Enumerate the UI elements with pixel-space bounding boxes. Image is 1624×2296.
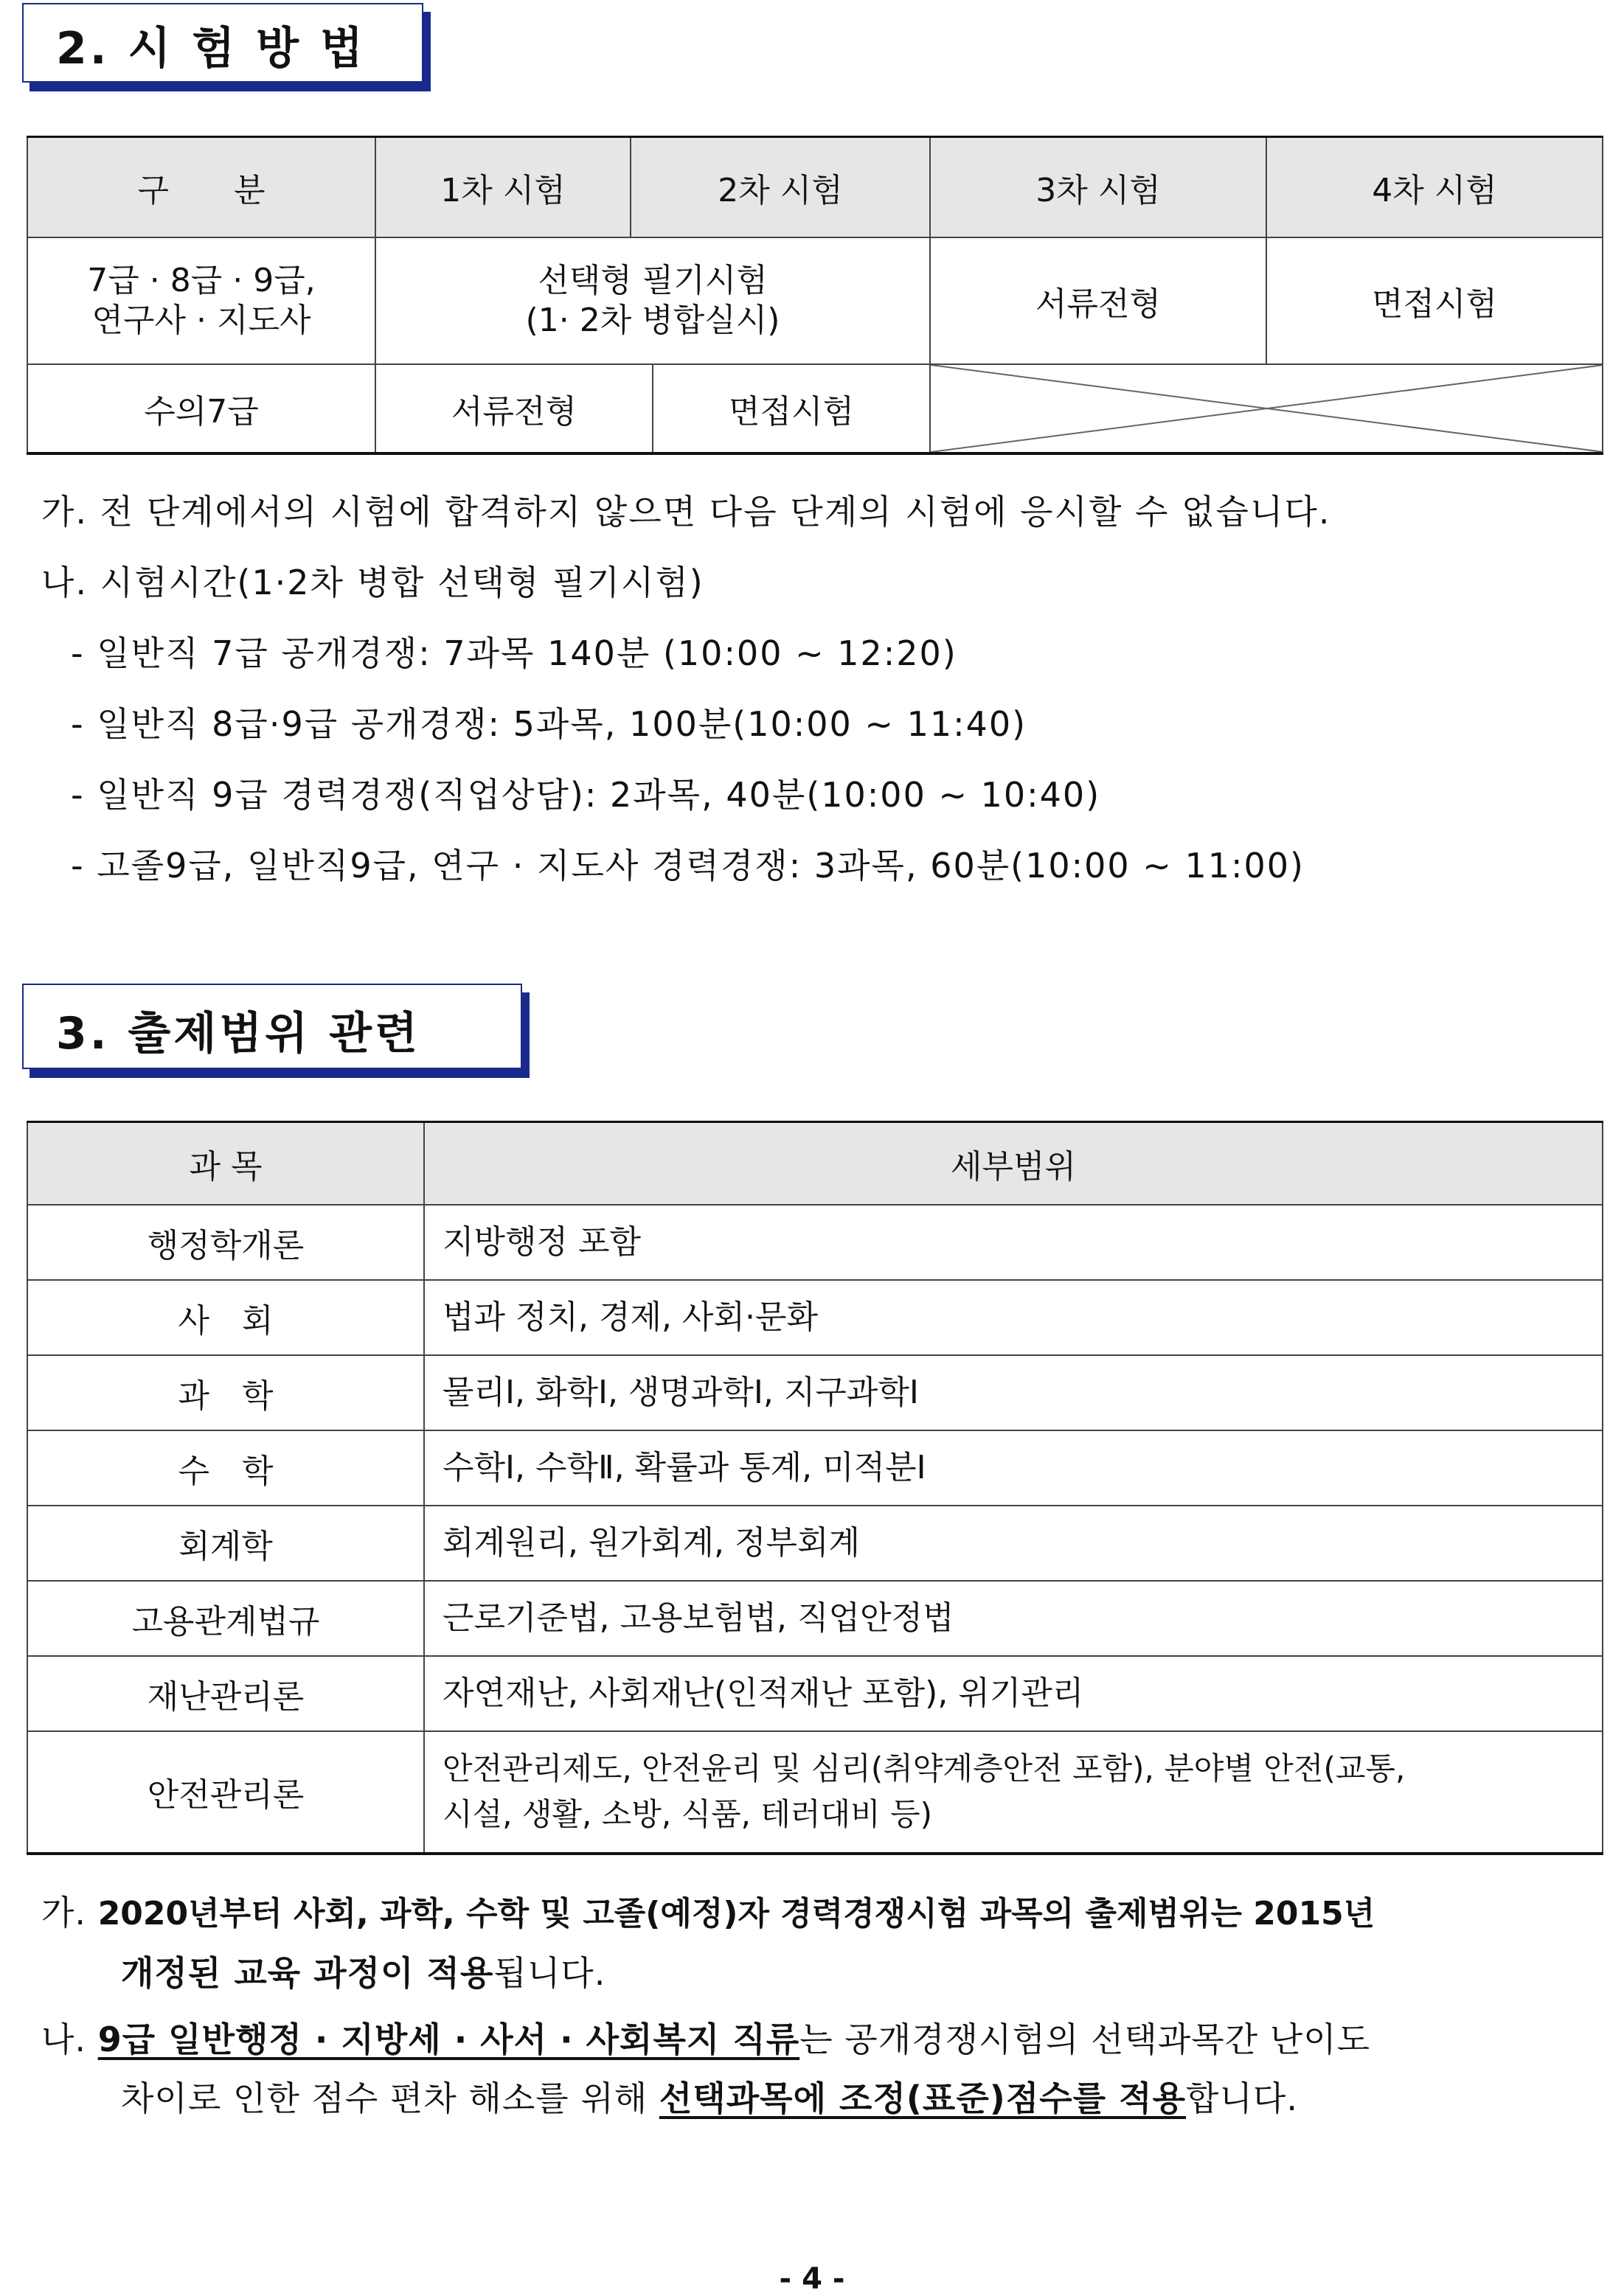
stage2-cell: 면접시험 <box>653 364 930 453</box>
written-line: (1· 2차 병합실시) <box>525 301 780 339</box>
header-detail: 세부범위 <box>424 1122 1603 1205</box>
table-row <box>27 1280 1603 1355</box>
exam-scope-table <box>27 1121 1603 1855</box>
section-2-heading <box>22 3 423 83</box>
table-row <box>27 1430 1603 1506</box>
note-a <box>41 1883 1605 2003</box>
note-a-bold-line2: 개정된 교육 과정이 적용 <box>121 1953 494 1993</box>
detail-line: 시설, 생활, 소방, 식품, 테러대비 등) <box>443 1796 932 1832</box>
header-subject: 과 목 <box>27 1122 424 1205</box>
table-header-row <box>27 1122 1603 1205</box>
note-line: - 일반직 7급 공개경쟁: 7과목 140분 (10:00 ~ 12:20) <box>71 633 957 673</box>
note-line: - 일반직 9급 경력경쟁(직업상담): 2과목, 40분(10:00 ~ 10:40) <box>71 775 1101 815</box>
header-stage4: 4차 시험 <box>1266 137 1603 237</box>
subject-cell: 사 회 <box>27 1280 424 1355</box>
table-header-row <box>27 137 1603 237</box>
detail-line: 안전관리제도, 안전윤리 및 심리(취약계층안전 포함), 분야별 안전(교통, <box>443 1750 1406 1787</box>
header-stage3: 3차 시험 <box>930 137 1266 237</box>
detail-cell: 회계원리, 원가회계, 정부회계 <box>424 1506 1603 1581</box>
table-row <box>27 1506 1603 1581</box>
table-row <box>27 364 1603 453</box>
written-line: 선택형 필기시험 <box>538 261 768 299</box>
note-line: - 일반직 8급·9급 공개경쟁: 5과목, 100분(10:00 ~ 11:40) <box>71 704 1027 744</box>
table-row <box>27 237 1603 364</box>
note-b <box>41 2010 1605 2128</box>
subject-cell: 재난관리론 <box>27 1656 424 1731</box>
detail-cell <box>424 1731 1603 1854</box>
table-row <box>27 1731 1603 1854</box>
subject-cell: 수 학 <box>27 1430 424 1506</box>
subject-cell: 과 학 <box>27 1355 424 1430</box>
header-stage2: 2차 시험 <box>631 137 930 237</box>
category-line: 연구사 · 지도사 <box>91 301 311 339</box>
detail-cell: 자연재난, 사회재난(인적재난 포함), 위기관리 <box>424 1656 1603 1731</box>
note-line: 나. 시험시간(1·2차 병합 선택형 필기시험) <box>41 563 704 602</box>
note-line: 가. 전 단계에서의 시험에 합격하지 않으면 다음 단계의 시험에 응시할 수 없습니다. <box>41 492 1331 532</box>
detail-cell: 법과 정치, 경제, 사회·문화 <box>424 1280 1603 1355</box>
empty-crossed-cell <box>930 364 1603 453</box>
note-b-prefix: 나. <box>41 2020 98 2059</box>
subject-cell: 고용관계법규 <box>27 1581 424 1656</box>
stage4-cell: 면접시험 <box>1266 237 1603 364</box>
note-b-text2: 차이로 인한 점수 편차 해소를 위해 <box>121 2078 659 2118</box>
stage3-cell: 서류전형 <box>930 237 1266 364</box>
note-b-underlined: 9급 일반행정 · 지방세 · 사서 · 사회복지 직류 <box>97 2020 800 2059</box>
section-2-title: 2. 시 험 방 법 <box>56 23 366 74</box>
note-b-text1: 는 공개경쟁시험의 선택과목간 난이도 <box>799 2020 1371 2059</box>
table-row <box>27 1355 1603 1430</box>
written-exam-cell <box>375 237 930 364</box>
header-category: 구 분 <box>27 137 375 237</box>
detail-cell: 수학Ⅰ, 수학Ⅱ, 확률과 통계, 미적분Ⅰ <box>424 1430 1603 1506</box>
category-cell <box>27 237 375 364</box>
diagonal-cross <box>931 365 1603 452</box>
note-a-suffix: 됩니다. <box>493 1953 606 1993</box>
subject-cell: 안전관리론 <box>27 1731 424 1854</box>
table-row <box>27 1656 1603 1731</box>
category-cell: 수의7급 <box>27 364 375 453</box>
subject-cell: 회계학 <box>27 1506 424 1581</box>
section-3-title: 3. 출제범위 관련 <box>56 1008 421 1060</box>
category-line: 7급 · 8급 · 9급, <box>87 261 316 299</box>
note-a-prefix: 가. <box>41 1893 98 1933</box>
note-line: - 고졸9급, 일반직9급, 연구 · 지도사 경력경쟁: 3과목, 60분(10:00 ~ 11:00) <box>71 846 1305 886</box>
page-number: - 4 - <box>779 2262 845 2296</box>
stage1-cell: 서류전형 <box>375 364 653 453</box>
exam-method-table <box>27 136 1603 455</box>
subject-cell: 행정학개론 <box>27 1205 424 1280</box>
detail-cell: 물리Ⅰ, 화학Ⅰ, 생명과학Ⅰ, 지구과학Ⅰ <box>424 1355 1603 1430</box>
detail-cell: 근로기준법, 고용보험법, 직업안정법 <box>424 1581 1603 1656</box>
header-stage1: 1차 시험 <box>375 137 631 237</box>
note-a-bold-line1: 2020년부터 사회, 과학, 수학 및 고졸(예정)자 경력경쟁시험 과목의 출제범위는 2015년 <box>97 1895 1375 1933</box>
note-b-text3: 합니다. <box>1186 2078 1298 2118</box>
table-row <box>27 1205 1603 1280</box>
detail-cell: 지방행정 포함 <box>424 1205 1603 1280</box>
table-row <box>27 1581 1603 1656</box>
note-b-underlined2: 선택과목에 조정(표준)점수를 적용 <box>659 2078 1187 2118</box>
section-3-heading <box>22 984 522 1069</box>
